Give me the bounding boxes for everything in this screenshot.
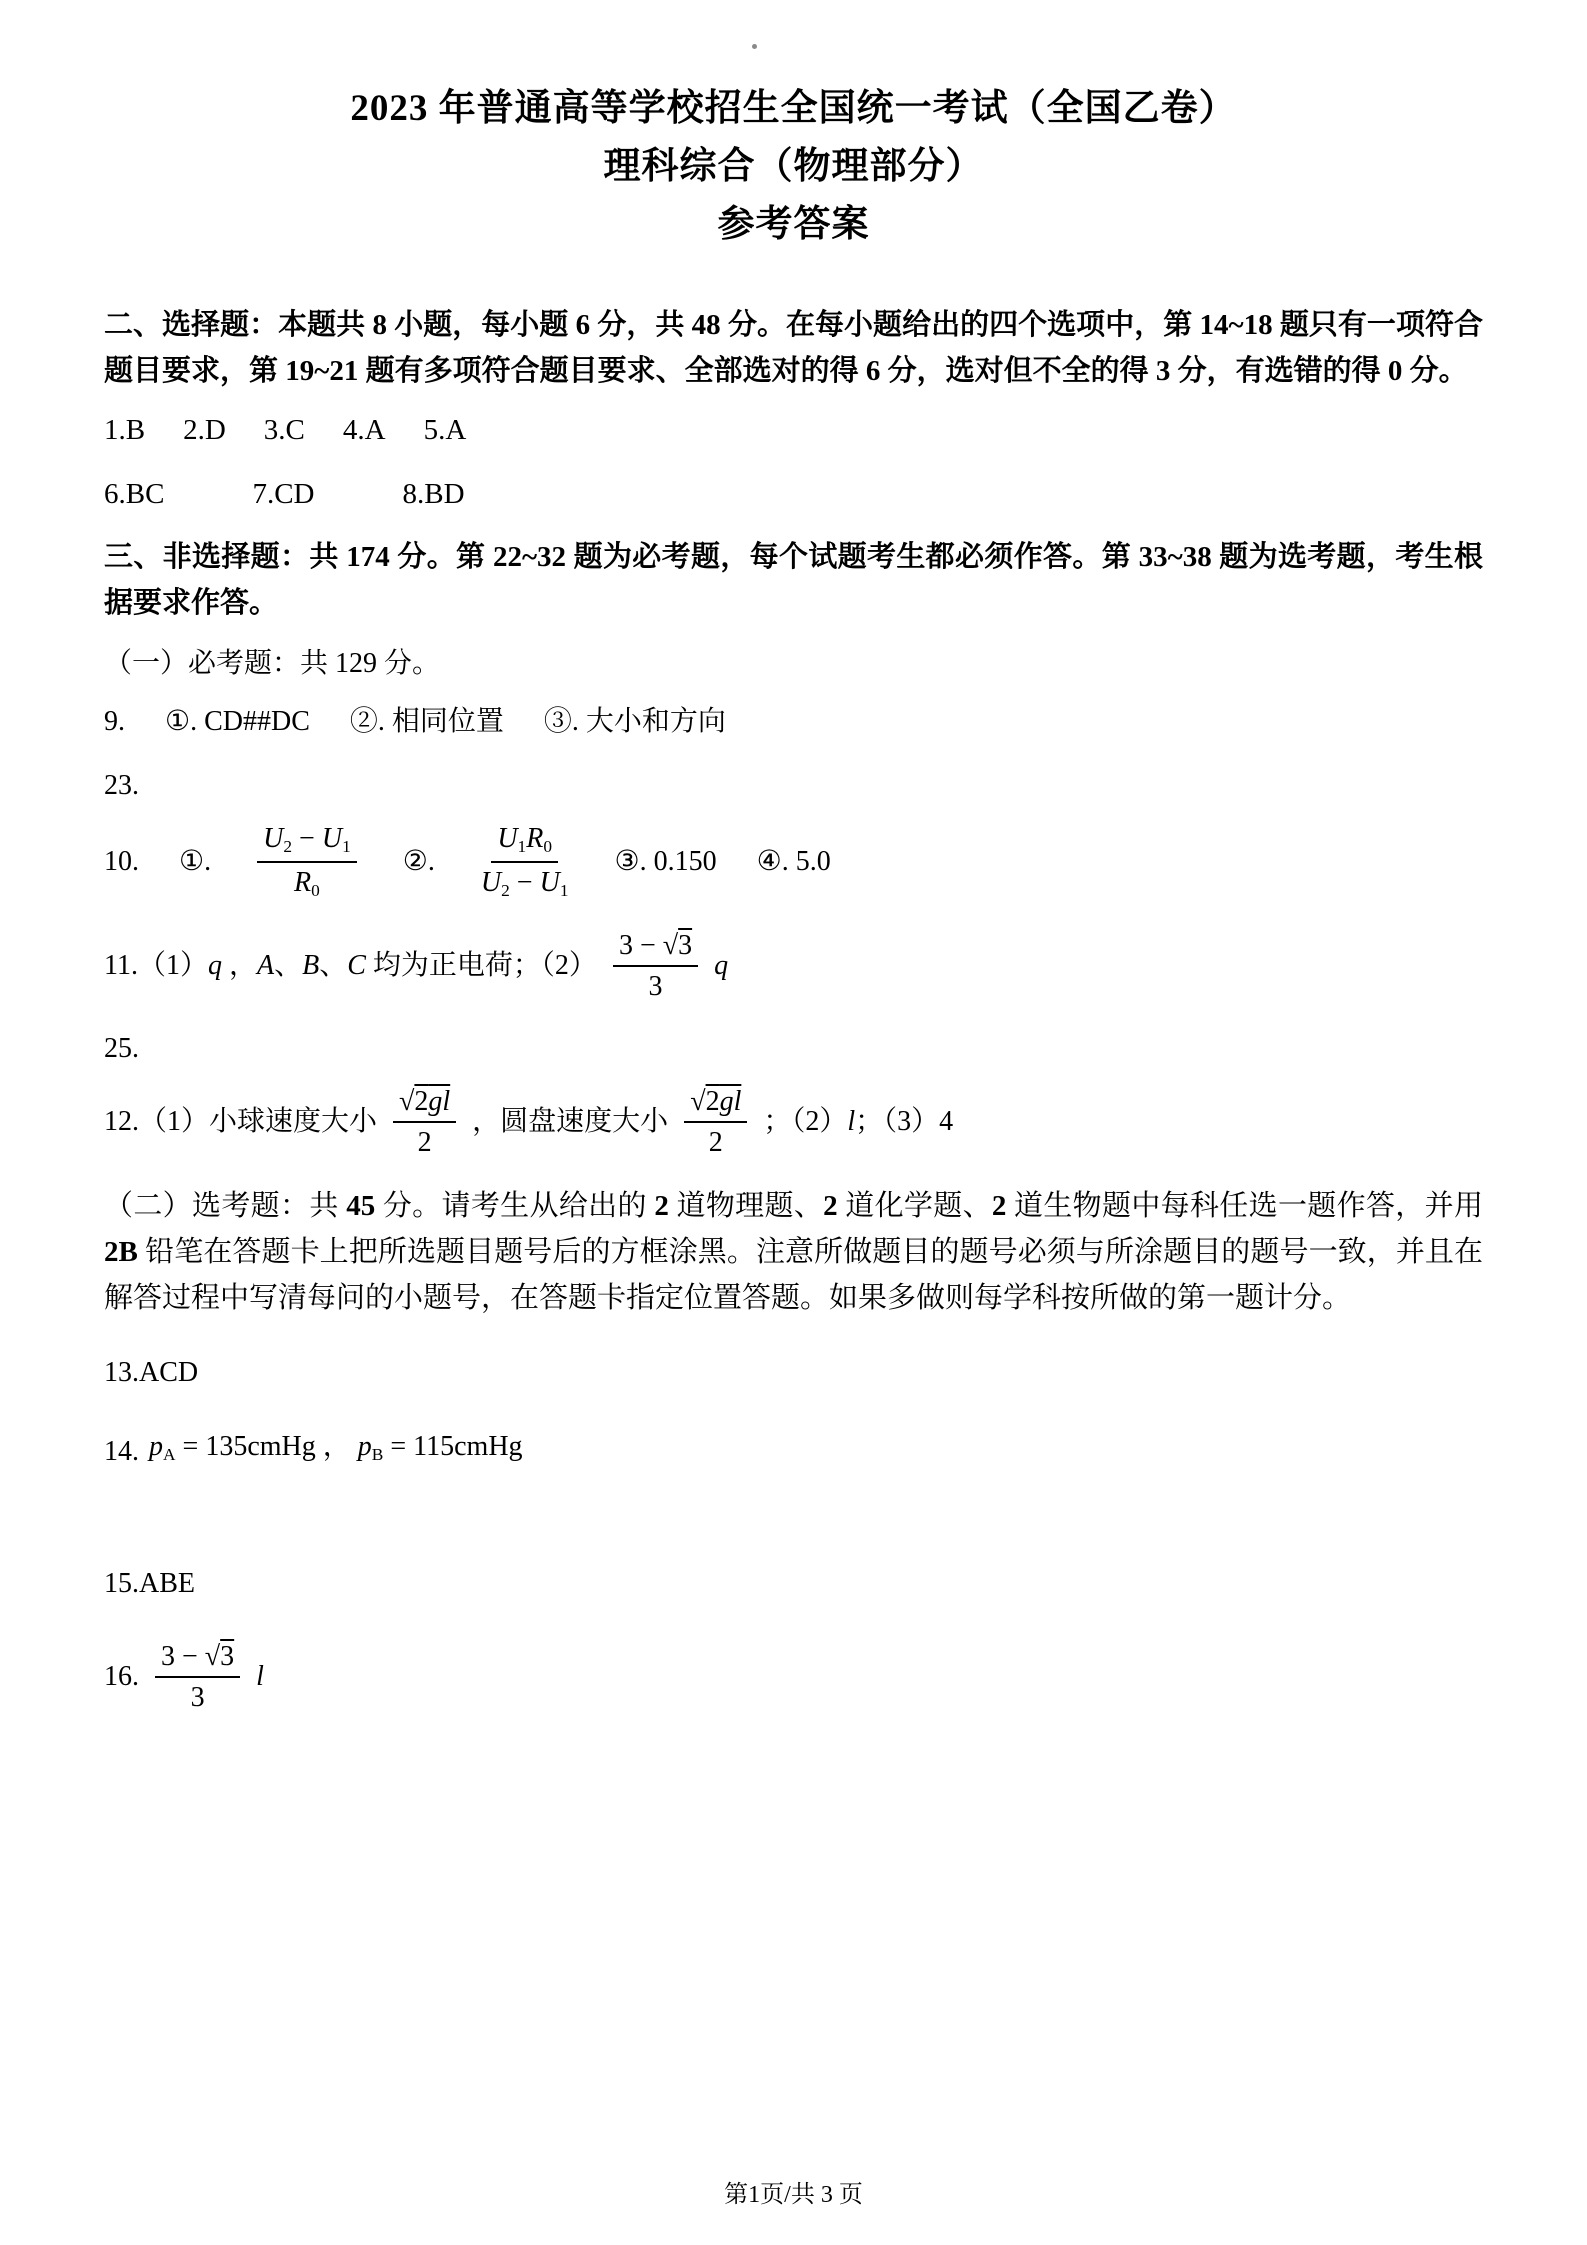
fraction-3-minus-sqrt3-over-3 <box>613 929 698 1003</box>
fraction-denominator: 2 <box>417 1127 432 1159</box>
item-11 <box>104 925 1483 1007</box>
item-9-answer-1: ①. CD##DC <box>165 706 310 737</box>
fraction-u2-u1-over-r0 <box>257 822 357 901</box>
item-11-text: 11.（1）q ，A、B、C 均为正电荷；（2） <box>104 950 597 982</box>
answers-row-6-8 <box>104 474 1483 514</box>
item-12-text-1: 12.（1）小球速度大小 <box>104 1106 378 1138</box>
doc-title-line3: 参考答案 <box>717 204 870 245</box>
part2-intro: （二）选考题：共 45 分。请考生从给出的 2 道物理题、2 道化学题、2 道生物题中每科任选一题作答，并用 2B 铅笔在答题卡上把所选题目题号后的方框涂黑。注意所做题目的题号必须与所涂题目的题号一致，并且在解答过程中写清每问的小题号，在答题卡指定位置答题。如果多做则每学科按所做的第一题计分。 <box>104 1190 1483 1315</box>
fraction-sqrt-2gl-over-2 <box>684 1085 747 1159</box>
document-header <box>104 80 1483 254</box>
item-12-text-3: ；（2）l；（3）4 <box>763 1106 954 1138</box>
fraction-numerator: 3 − √3 <box>155 1640 240 1678</box>
fraction-numerator: $√2\overline{gl}$ <box>393 1085 456 1123</box>
item-10-number: 10. <box>104 845 139 877</box>
item-9-answer-3: ③. 大小和方向 <box>543 706 726 737</box>
fraction-denominator: U2 − U1 <box>480 866 569 900</box>
item-16 <box>104 1636 1483 1718</box>
answer-5: 5.A <box>423 414 467 446</box>
stray-mark <box>752 44 757 49</box>
part1-label: （一）必考题：共 129 分。 <box>104 648 441 679</box>
item-10 <box>104 818 1483 905</box>
item-10-sub2-label: ②. <box>402 845 435 877</box>
answer-6: 6.BC <box>104 478 165 510</box>
fraction-numerator: $√2\overline{gl}$ <box>684 1085 747 1123</box>
item-9-number: 9. <box>104 706 125 737</box>
answer-7: 7.CD <box>252 478 315 510</box>
item-11-suffix: q <box>714 950 729 982</box>
item-25-number: 25. <box>104 1033 139 1065</box>
item-10-answer-3: ③. 0.150 <box>614 845 717 877</box>
answer-1: 1.B <box>104 414 146 446</box>
answer-2: 2.D <box>183 414 226 446</box>
answer-8: 8.BD <box>402 478 465 510</box>
fraction-numerator: 3 − √3 <box>613 929 698 967</box>
item-12-text-2: ，圆盘速度大小 <box>472 1106 669 1138</box>
fraction-numerator: U2 − U1 <box>257 822 357 863</box>
item-14-expression: pA = 135cmHg ， pB = 115cmHg <box>149 1431 523 1465</box>
item-16-number: 16. <box>104 1660 139 1692</box>
fraction-denominator: R0 <box>294 866 320 900</box>
doc-title-line1: 2023 年普通高等学校招生全国统一考试（全国乙卷） <box>350 88 1237 129</box>
item-14 <box>104 1425 1483 1477</box>
section-noncchoice-intro: 三、非选择题：共 174 分。第 22~32 题为必考题，每个试题考生都必须作答。第 33~38 题为选考题，考生根据要求作答。 <box>104 541 1483 619</box>
item-9-answer-2: ②. 相同位置 <box>349 706 504 737</box>
fraction-denominator: 3 <box>190 1681 205 1713</box>
item-15-answer: 15.ABE <box>104 1567 195 1599</box>
item-10-answer-4: ④. 5.0 <box>756 845 831 877</box>
item-23-number: 23. <box>104 770 139 801</box>
item-13-answer: 13.ACD <box>104 1357 199 1389</box>
doc-title-line2: 理科综合（物理部分） <box>603 146 984 187</box>
item-14-number: 14. <box>104 1435 139 1467</box>
answers-row-1-5 <box>104 410 1483 450</box>
page-footer: 第1页/共 3 页 <box>724 2182 863 2208</box>
fraction-numerator: U1R0 <box>491 822 558 863</box>
section-choice-intro: 二、选择题：本题共 8 小题，每小题 6 分，共 48 分。在每小题给出的四个选项中，第 14~18 题只有一项符合题目要求，第 19~21 题有多项符合题目要求、全部选对的得 6 分，选对但不全的得 3 分，有选错的得 0 分。 <box>104 309 1483 387</box>
fraction-u1r0-over-u2-u1 <box>481 822 569 901</box>
item-10-sub1-label: ①. <box>179 845 212 877</box>
item-9 <box>104 700 1483 744</box>
answer-4: 4.A <box>342 414 386 446</box>
fraction-denominator: 3 <box>648 971 663 1003</box>
item-16-suffix: l <box>256 1660 264 1692</box>
answer-3: 3.C <box>263 414 305 446</box>
fraction-denominator: 2 <box>708 1127 723 1159</box>
item-12 <box>104 1081 1483 1163</box>
fraction-3-minus-sqrt3-over-3 <box>155 1640 240 1714</box>
fraction-sqrt-2gl-over-2 <box>393 1085 456 1159</box>
